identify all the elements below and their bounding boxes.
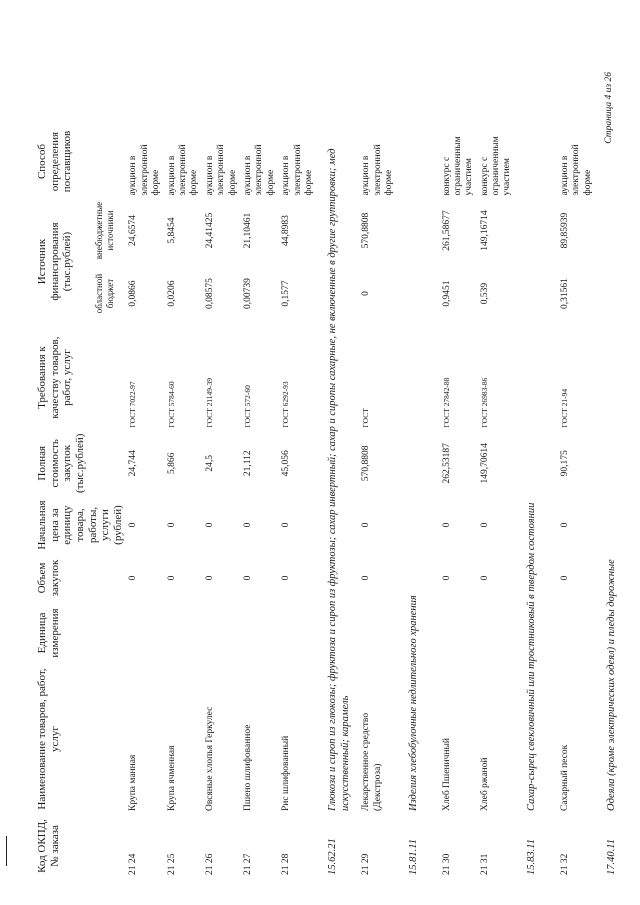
cell-name: Крупа манная bbox=[128, 754, 139, 811]
cell-requirements: ГОСТ 572-60 bbox=[243, 385, 252, 428]
table-row bbox=[126, 125, 164, 878]
cell-code: 21 25 bbox=[166, 853, 177, 875]
cell-total: 24,5 bbox=[204, 454, 215, 472]
cell-name: Хлеб Пшеничный bbox=[441, 738, 452, 811]
cell-code: 21 24 bbox=[128, 853, 139, 875]
cell-funding-regional: 0,08575 bbox=[204, 278, 215, 309]
cell-volume: 0 bbox=[441, 575, 452, 581]
table-row bbox=[478, 125, 516, 878]
group-title: Одеяла (кроме электрических одеял) и пледы дорожные bbox=[606, 559, 618, 811]
cell-funding-regional: 0,0866 bbox=[128, 280, 139, 307]
cell-code: 21 32 bbox=[559, 853, 570, 875]
cell-funding-extra: 24,41425 bbox=[204, 212, 215, 249]
cell-price: 0 bbox=[559, 522, 570, 528]
cell-volume: 0 bbox=[361, 575, 372, 581]
table-row bbox=[279, 125, 317, 878]
margin-mark bbox=[6, 836, 7, 866]
group-title: Глюкоза и сироп из глюкозы; фруктоза и сироп из фруктозы; сахар инвертный; сахар и сиропы сахарные, не включенные в другие группировки; мед искусственный; карамель bbox=[327, 148, 351, 811]
group-row bbox=[596, 125, 638, 878]
group-code: 17.40.11 bbox=[606, 839, 618, 875]
group-code: 15.81.11 bbox=[407, 839, 419, 875]
cell-name: Овсяные хлопья Геркулес bbox=[204, 706, 215, 811]
table-row bbox=[558, 125, 596, 878]
cell-total: 570,8808 bbox=[361, 445, 372, 482]
cell-method: аукцион в электронной форме bbox=[128, 144, 162, 196]
cell-unit bbox=[126, 602, 164, 664]
cell-volume: 0 bbox=[281, 575, 292, 581]
cell-method: аукцион в электронной форме bbox=[361, 144, 395, 196]
cell-total: 5,866 bbox=[166, 452, 177, 474]
cell-funding-extra: 149,16714 bbox=[479, 210, 490, 251]
cell-volume: 0 bbox=[559, 575, 570, 581]
cell-method: конкурс с ограниченным участием bbox=[441, 136, 475, 196]
rotated-sheet bbox=[14, 30, 624, 890]
cell-requirements: ГОСТ 27842-88 bbox=[441, 377, 451, 428]
cell-total: 21,112 bbox=[243, 450, 253, 477]
cell-unit bbox=[478, 602, 516, 664]
cell-funding-regional: 0,0206 bbox=[166, 280, 177, 307]
group-row bbox=[398, 125, 440, 878]
table-row bbox=[359, 125, 397, 878]
cell-price: 0 bbox=[166, 522, 177, 528]
cell-funding-regional: 0,9451 bbox=[441, 280, 452, 307]
cell-funding-extra: 5,8454 bbox=[166, 217, 177, 244]
table-row bbox=[165, 125, 203, 878]
cell-funding-extra: 89,85939 bbox=[559, 212, 570, 249]
cell-funding-extra: 261,58677 bbox=[441, 210, 452, 251]
group-code: 15.62.21 bbox=[327, 838, 339, 875]
cell-unit bbox=[359, 602, 397, 664]
cell-funding-regional: 0,539 bbox=[479, 282, 490, 305]
cell-funding-extra: 44,8983 bbox=[281, 215, 292, 246]
cell-volume: 0 bbox=[166, 575, 177, 581]
cell-method: аукцион в электронной форме bbox=[559, 144, 593, 196]
cell-requirements: ГОСТ 7022-97 bbox=[128, 381, 138, 428]
cell-requirements: ГОСТ bbox=[361, 408, 371, 428]
header-funding: Источник финансирования (тыс.рублей) bbox=[36, 222, 74, 301]
cell-price: 0 bbox=[128, 522, 139, 528]
cell-name: Сахарный песок bbox=[559, 744, 570, 811]
header-name: Наименование товаров, работ, услуг bbox=[36, 668, 61, 810]
header-funding-extra: внебюджетные источники bbox=[94, 201, 115, 260]
cell-requirements: ГОСТ 21-94 bbox=[559, 388, 569, 428]
cell-funding-regional: 0,31561 bbox=[559, 278, 570, 309]
table-body bbox=[126, 125, 638, 878]
group-row bbox=[516, 125, 558, 878]
header-method: Способ определения поставщиков bbox=[36, 130, 74, 193]
cell-total: 24,744 bbox=[128, 450, 139, 477]
cell-volume: 0 bbox=[128, 575, 139, 581]
header-unit: Единица измерения bbox=[36, 608, 61, 658]
cell-price: 0 bbox=[441, 522, 452, 528]
cell-price: 0 bbox=[204, 522, 215, 528]
table-row bbox=[241, 125, 279, 878]
group-title: Изделия хлебобулочные недлительного хранения bbox=[407, 595, 419, 811]
cell-unit bbox=[241, 602, 279, 664]
cell-code: 21 27 bbox=[243, 853, 253, 875]
cell-total: 149,70614 bbox=[479, 443, 490, 484]
header-funding-regional: областной бюджет bbox=[94, 273, 115, 314]
cell-code: 21 26 bbox=[204, 853, 215, 875]
page-footer: Страница 4 из 26 bbox=[604, 72, 614, 144]
cell-method: аукцион в электронной форме bbox=[243, 144, 276, 196]
group-code: 15.83.11 bbox=[525, 839, 537, 875]
cell-volume: 0 bbox=[243, 575, 253, 581]
cell-requirements: ГОСТ 6292-93 bbox=[281, 381, 291, 428]
cell-method: аукцион в электронной форме bbox=[166, 144, 200, 196]
cell-unit bbox=[558, 602, 596, 664]
table-row bbox=[440, 125, 478, 878]
cell-unit bbox=[165, 602, 203, 664]
cell-name: Лекарственное средство (Декстроза) bbox=[361, 712, 383, 811]
cell-code: 21 30 bbox=[441, 853, 452, 875]
table-row bbox=[203, 125, 241, 878]
cell-method: аукцион в электронной форме bbox=[281, 144, 314, 196]
cell-name: Пшено шлифованное bbox=[243, 724, 253, 811]
cell-method: аукцион в электронной форме bbox=[204, 144, 238, 196]
group-title: Сахар-сырец свекловичный или тростниковый в твердом состоянии bbox=[525, 502, 537, 811]
cell-unit bbox=[203, 602, 241, 664]
cell-code: 21 28 bbox=[281, 853, 292, 875]
cell-name: Рис шлифованный bbox=[281, 735, 292, 811]
cell-name: Хлеб ржаной bbox=[479, 757, 490, 811]
cell-total: 45,056 bbox=[281, 450, 292, 477]
cell-price: 0 bbox=[361, 522, 372, 528]
cell-requirements: ГОСТ 5784-60 bbox=[166, 381, 176, 428]
cell-price: 0 bbox=[479, 522, 490, 528]
header-code: Код ОКПД, № заказа bbox=[36, 819, 61, 873]
cell-unit bbox=[440, 602, 478, 664]
cell-price: 0 bbox=[243, 522, 253, 528]
cell-volume: 0 bbox=[479, 575, 490, 581]
cell-funding-regional: 0,1577 bbox=[281, 280, 292, 307]
header-volume: Объем закупок bbox=[36, 559, 61, 597]
cell-volume: 0 bbox=[204, 575, 215, 581]
cell-unit bbox=[279, 602, 317, 664]
procurement-table bbox=[34, 125, 638, 878]
header-price: Начальная цена за единицу товара, работы, услуги (рублей) bbox=[36, 500, 124, 550]
cell-requirements: ГОСТ 26983-86 bbox=[479, 377, 489, 428]
cell-price: 0 bbox=[281, 522, 292, 528]
table-header bbox=[34, 125, 126, 878]
group-row bbox=[317, 125, 359, 878]
cell-requirements: ГОСТ 21149-39 bbox=[204, 377, 214, 428]
cell-total: 262,53187 bbox=[441, 443, 452, 484]
header-requirements: Требования к качеству товаров, работ, услуг bbox=[36, 336, 74, 419]
cell-funding-regional: 0,00739 bbox=[243, 278, 253, 309]
cell-funding-regional: 0 bbox=[361, 291, 372, 296]
cell-funding-extra: 570,8808 bbox=[361, 212, 372, 249]
cell-code: 21 29 bbox=[361, 853, 372, 875]
cell-method: конкурс с ограниченным участием bbox=[479, 136, 513, 196]
header-total: Полная стоимость закупок (тыс.рублей) bbox=[36, 433, 86, 493]
cell-funding-extra: 21,10461 bbox=[243, 212, 253, 249]
cell-total: 90,175 bbox=[559, 450, 570, 477]
cell-funding-extra: 24,6574 bbox=[128, 215, 139, 246]
cell-code: 21 31 bbox=[479, 853, 490, 875]
cell-name: Крупа ячменная bbox=[166, 745, 177, 811]
